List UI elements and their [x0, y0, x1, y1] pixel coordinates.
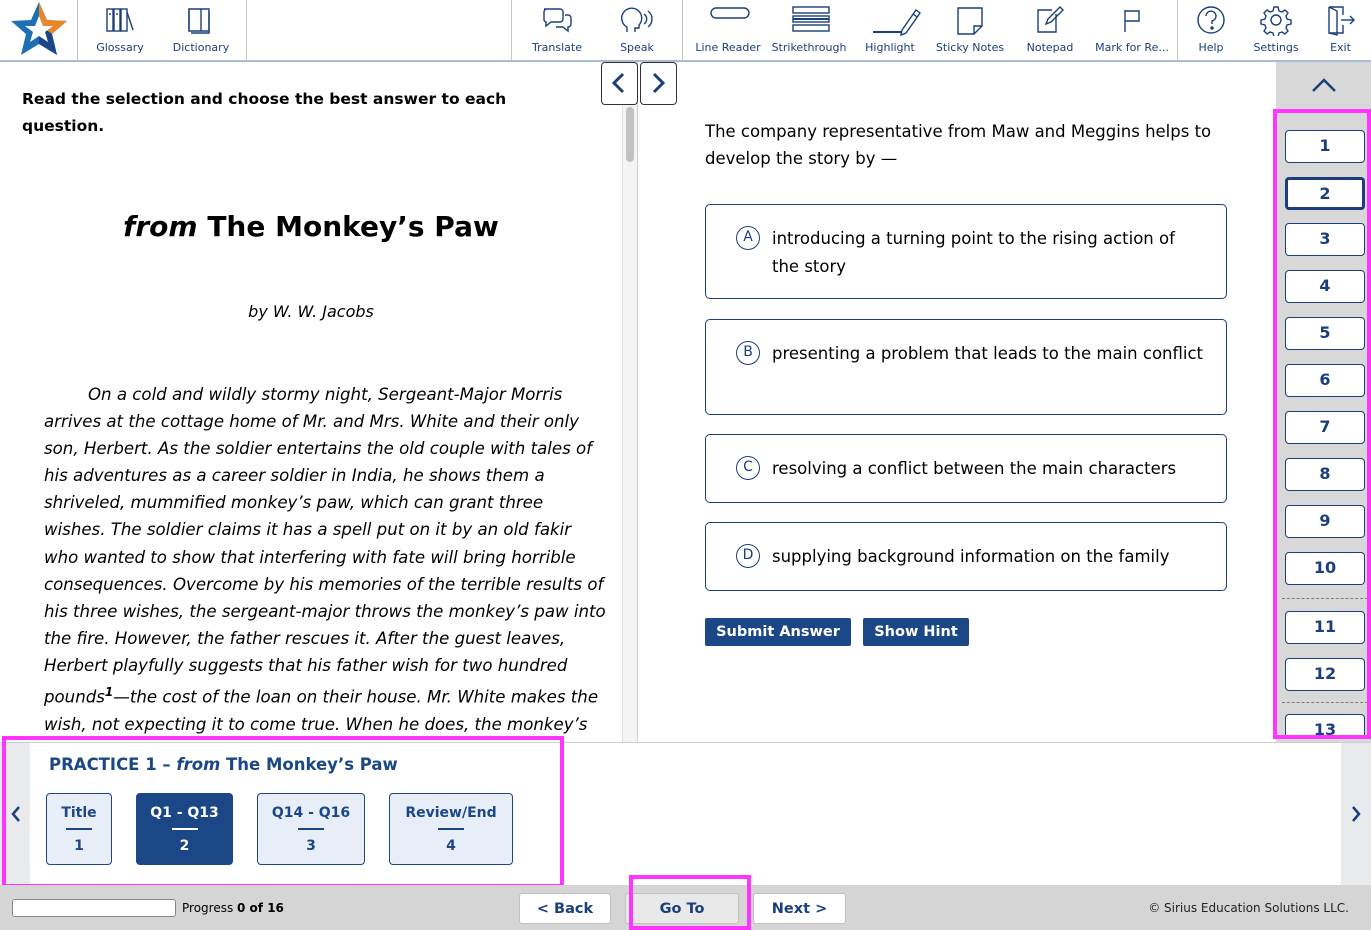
chevron-up-icon	[1276, 62, 1371, 110]
passage-scrollbar[interactable]	[622, 62, 638, 742]
answer-choice-b[interactable]	[705, 319, 1227, 415]
chevron-right-icon	[641, 63, 675, 103]
chevron-left-icon	[0, 743, 30, 886]
notepad-button[interactable]	[1010, 0, 1090, 60]
passage-panel	[0, 62, 638, 742]
section-button-divider	[172, 828, 198, 830]
settings-label: Settings	[1253, 41, 1299, 54]
section-button-review-end[interactable]	[389, 793, 513, 865]
rail-separator	[1282, 702, 1368, 703]
section-button-number: 4	[446, 838, 456, 854]
section-button-label: Title	[61, 805, 97, 821]
section-button-divider	[298, 828, 324, 830]
rail-scroll-up-button[interactable]	[1276, 62, 1371, 110]
submit-answer-button[interactable]: Submit Answer	[705, 618, 851, 646]
choice-text-d: supplying background information on the family	[772, 547, 1170, 566]
glossary-label: Glossary	[96, 41, 144, 54]
section-title-italic: from	[176, 755, 221, 774]
passage-title-main: The Monkey’s Paw	[197, 210, 499, 243]
question-number-button-4[interactable]: 4	[1285, 270, 1365, 303]
sticky-notes-button[interactable]	[930, 0, 1010, 60]
question-number-button-3[interactable]: 3	[1285, 223, 1365, 256]
books-icon	[102, 4, 138, 36]
question-number-button-1[interactable]: 1	[1285, 130, 1365, 163]
section-button-label: Review/End	[405, 805, 497, 821]
section-scroll-right-button[interactable]	[1341, 743, 1371, 886]
notepad-icon	[1032, 4, 1068, 36]
next-button[interactable]: Next >	[753, 893, 846, 924]
question-circle-icon	[1193, 4, 1229, 36]
toolbar	[0, 0, 1371, 62]
answer-choice-c[interactable]	[705, 434, 1227, 503]
choice-text-c: resolving a conflict between the main characters	[772, 459, 1177, 478]
line-reader-button[interactable]	[688, 0, 768, 60]
passage-body-text: On a cold and wildly stormy night, Sergeant-Major Morris arrives at the cottage home of Mr. and Mrs. White and their only son, Herbert. As the soldier entertains the old couple with tales of his adventures as a career soldier in India, he shows them a shriveled, mummified monkey’s paw, which can grant three wishes. The soldier claims it has a spell put on it by an old fakir who wanted to show that interfering with fate will bring horrible consequences. Overcome by his memories of the terrible results of his three wishes, the sergeant-major throws the monkey’s paw into the fire. However, the father rescues it. After the guest leaves, Herbert playfully suggests that his father wish for two hundred pounds	[44, 385, 606, 707]
exit-button[interactable]	[1310, 0, 1371, 60]
speak-button[interactable]	[597, 0, 677, 60]
sticky-note-icon	[952, 4, 988, 36]
toolbar-divider	[1177, 0, 1178, 60]
back-button[interactable]: < Back	[519, 893, 611, 924]
help-button[interactable]	[1180, 0, 1242, 60]
question-number-button-5[interactable]: 5	[1285, 317, 1365, 350]
passage-scrollbar-thumb[interactable]	[626, 107, 634, 162]
highlighter-pen-icon	[872, 4, 908, 36]
next-pane-button[interactable]	[640, 62, 677, 105]
progress-bar	[12, 899, 176, 917]
sirius-star-logo	[0, 0, 78, 60]
question-number-button-6[interactable]: 6	[1285, 364, 1365, 397]
strikethrough-icon	[791, 4, 827, 36]
settings-button[interactable]	[1242, 0, 1310, 60]
section-button-number: 1	[74, 838, 84, 854]
mark-for-review-button[interactable]	[1090, 0, 1174, 60]
choice-text-b: presenting a problem that leads to the main conflict	[772, 344, 1204, 363]
sticky-notes-label: Sticky Notes	[935, 41, 1005, 54]
question-number-button-10[interactable]: 10	[1285, 552, 1365, 585]
section-button-divider	[438, 828, 464, 830]
section-navigation-bar	[0, 742, 1371, 885]
choice-letter-d: D	[736, 544, 760, 568]
section-title	[49, 755, 398, 774]
section-button-label: Q1 - Q13	[150, 805, 219, 821]
rail-separator	[1282, 598, 1368, 599]
section-button-divider	[66, 828, 92, 830]
question-number-button-11[interactable]: 11	[1285, 611, 1365, 644]
line-reader-icon	[710, 4, 746, 36]
toolbar-divider	[511, 0, 512, 60]
speaking-head-icon	[619, 4, 655, 36]
section-button-number: 2	[179, 838, 190, 854]
question-number-button-2[interactable]: 2	[1285, 177, 1365, 210]
chevron-right-icon	[1341, 743, 1371, 886]
section-button-number: 3	[306, 838, 316, 854]
go-to-button[interactable]: Go To	[625, 893, 739, 924]
translate-label: Translate	[532, 41, 582, 54]
passage-author: by W. W. Jacobs	[248, 302, 374, 321]
toolbar-divider	[682, 0, 683, 60]
footnote-marker[interactable]: 1	[104, 685, 114, 700]
strikethrough-button[interactable]	[768, 0, 850, 60]
choice-text-a: introducing a turning point to the rising action of the story	[772, 229, 1175, 276]
passage-title-prefix: from	[123, 210, 198, 243]
exit-door-icon	[1323, 4, 1359, 36]
highlight-button[interactable]	[850, 0, 930, 60]
previous-pane-button[interactable]	[601, 62, 638, 105]
translate-button[interactable]	[517, 0, 597, 60]
question-number-button-7[interactable]: 7	[1285, 411, 1365, 444]
progress-prefix: Progress	[182, 901, 238, 915]
glossary-button[interactable]	[80, 0, 160, 60]
chevron-left-icon	[602, 63, 636, 103]
book-icon	[183, 4, 219, 36]
toolbar-divider	[246, 0, 247, 60]
help-label: Help	[1198, 41, 1224, 54]
notepad-label: Notepad	[1026, 41, 1074, 54]
passage-title	[0, 210, 622, 243]
question-number-button-8[interactable]: 8	[1285, 458, 1365, 491]
section-button-label: Q14 - Q16	[271, 805, 351, 821]
dictionary-label: Dictionary	[172, 41, 230, 54]
answer-choice-a[interactable]	[705, 204, 1227, 299]
choice-letter-a: A	[736, 226, 760, 250]
passage-body-text: —the cost of the loan on their house. Mr. White makes the wish, not expecting it to come true. When he does, the monkey’s	[44, 687, 599, 734]
speak-label: Speak	[620, 41, 654, 54]
section-button-title[interactable]	[46, 793, 112, 865]
section-button-q1-q13[interactable]	[136, 793, 233, 865]
choice-letter-b: B	[736, 341, 760, 365]
section-title-prefix: PRACTICE 1 –	[49, 755, 177, 774]
exit-label: Exit	[1330, 41, 1351, 54]
section-scroll-left-button[interactable]	[0, 743, 30, 886]
section-button-q14-q16[interactable]	[257, 793, 365, 865]
choice-letter-c: C	[736, 456, 760, 480]
question-number-button-13[interactable]: 13	[1285, 714, 1365, 737]
dictionary-button[interactable]	[160, 0, 242, 60]
show-hint-button[interactable]: Show Hint	[863, 618, 969, 646]
gear-icon	[1258, 4, 1294, 36]
footer-bar	[0, 885, 1371, 930]
speech-bubbles-icon	[539, 4, 575, 36]
answer-choice-d[interactable]	[705, 522, 1227, 591]
flag-icon	[1114, 4, 1150, 36]
line-reader-label: Line Reader	[695, 41, 761, 54]
copyright-text: © Sirius Education Solutions LLC.	[1148, 901, 1349, 915]
progress-value: 0 of 16	[237, 901, 284, 915]
highlight-label: Highlight	[865, 41, 915, 54]
question-stem: The company representative from Maw and Meggins helps to develop the story by —	[705, 122, 1212, 168]
passage-body	[44, 381, 609, 742]
question-number-button-9[interactable]: 9	[1285, 505, 1365, 538]
question-number-button-12[interactable]: 12	[1285, 658, 1365, 691]
passage-instructions: Read the selection and choose the best answer to each question.	[22, 90, 507, 135]
mark-for-review-label: Mark for Re...	[1095, 41, 1169, 54]
section-title-rest: The Monkey’s Paw	[220, 755, 398, 774]
progress-label	[182, 901, 284, 915]
strikethrough-label: Strikethrough	[771, 41, 847, 54]
